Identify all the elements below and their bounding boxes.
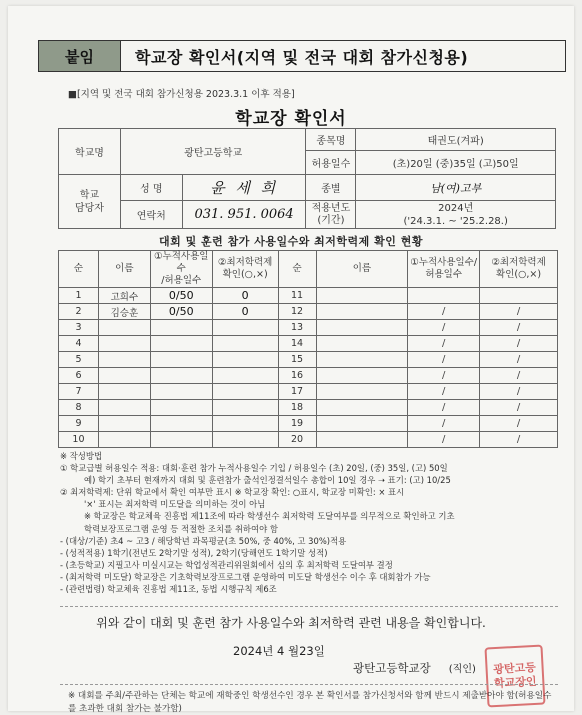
roster-cell-name: 김승훈 — [98, 304, 150, 320]
contact-label: 연락처 — [120, 201, 182, 229]
table-row — [59, 432, 558, 448]
document-paper — [8, 6, 574, 714]
roster-cell-name — [316, 288, 408, 304]
name-label: 성 명 — [120, 175, 182, 201]
applicability-note: ■[지역 및 전국 대회 참가신청용 2023.3.1 이후 적용] — [68, 89, 295, 100]
roster-cell-name — [316, 336, 408, 352]
year-period: ('24.3.1. ~ '25.2.28.) — [403, 215, 508, 227]
roster-cell-grade: / — [480, 352, 558, 368]
year-cell — [356, 201, 556, 229]
attachment-badge: 붙임 — [39, 41, 121, 71]
roster-cell-name — [98, 432, 150, 448]
roster-cell-grade: / — [480, 432, 558, 448]
roster-cell-no: 4 — [59, 336, 99, 352]
note-line: - (최저학력 미도달) 학교장은 기초학력보장프로그램 운영하여 미도달 학생선수 이수 후 대회참가 가능 — [60, 571, 431, 582]
table-row — [59, 320, 558, 336]
roster-cell-no: 18 — [278, 400, 316, 416]
roster-cell-name — [98, 368, 150, 384]
roster-cell-name — [98, 352, 150, 368]
roster-cell-no: 13 — [278, 320, 316, 336]
note-line: - (성적적용) 1학기(전년도 2학기말 성적), 2학기(당해연도 1학기말 성적) — [60, 547, 328, 558]
school-value: 광탄고등학교 — [120, 129, 306, 175]
table-row — [59, 288, 558, 304]
roster-cell-grade — [212, 336, 278, 352]
roster-cell-days: / — [408, 400, 480, 416]
roster-cell-days — [150, 368, 212, 384]
roster-cell-days: / — [408, 304, 480, 320]
table-row — [59, 352, 558, 368]
roster-cell-grade — [212, 432, 278, 448]
roster-cell-grade — [212, 352, 278, 368]
roster-cell-no: 16 — [278, 368, 316, 384]
roster-cell-name — [316, 432, 408, 448]
roster-cell-grade: / — [480, 336, 558, 352]
roster-cell-name — [98, 416, 150, 432]
roster-cell-grade: / — [480, 368, 558, 384]
gender-label: 종별 — [306, 175, 356, 201]
table-row — [59, 384, 558, 400]
roster-cell-days — [150, 320, 212, 336]
table-row — [59, 416, 558, 432]
roster-cell-no: 2 — [59, 304, 99, 320]
seal-placeholder: (직인) — [448, 664, 476, 675]
col-grade: ②최저학력제 확인(○,×) — [212, 251, 278, 288]
roster-cell-grade — [212, 384, 278, 400]
divider — [60, 606, 558, 607]
contact-value: 031. 951. 0064 — [182, 201, 306, 229]
roster-cell-name — [98, 336, 150, 352]
manager-label: 학교 담당자 — [59, 175, 121, 229]
roster-cell-days: / — [408, 336, 480, 352]
roster-cell-grade — [212, 416, 278, 432]
principal-signature — [353, 660, 476, 676]
roster-cell-no: 1 — [59, 288, 99, 304]
roster-cell-name — [98, 320, 150, 336]
note-line: 학력보장프로그램 운영 등 적절한 조치를 취하여야 함 — [84, 523, 278, 534]
table-row — [59, 400, 558, 416]
info-table — [58, 128, 556, 229]
roster-cell-grade: / — [480, 320, 558, 336]
col-no: 순 — [59, 251, 99, 288]
roster-cell-grade — [212, 368, 278, 384]
roster-cell-no: 10 — [59, 432, 99, 448]
roster-cell-days: / — [408, 320, 480, 336]
event-value: 태권도(겨파) — [356, 129, 556, 151]
seal-text: 광탄고등학교장인 — [493, 660, 537, 691]
roster-cell-days — [150, 336, 212, 352]
col-name: 이름 — [98, 251, 150, 288]
roster-cell-no: 11 — [278, 288, 316, 304]
roster-cell-no: 6 — [59, 368, 99, 384]
table-row — [59, 336, 558, 352]
roster-cell-grade — [480, 288, 558, 304]
roster-body — [59, 288, 558, 448]
col-name-2: 이름 — [316, 251, 408, 288]
roster-cell-grade: / — [480, 416, 558, 432]
roster-cell-no: 8 — [59, 400, 99, 416]
note-line: ※ 학교장은 학교체육 진흥법 제11조에 따라 학생선수 최저학력 도달여부를 의무적으로 확인하고 기초 — [84, 511, 455, 522]
confirmation-statement: 위와 같이 대회 및 훈련 참가 사용일수와 최저학력 관련 내용을 확인합니다. — [96, 616, 486, 630]
roster-cell-no: 5 — [59, 352, 99, 368]
roster-cell-no: 7 — [59, 384, 99, 400]
roster-cell-days — [150, 432, 212, 448]
roster-cell-grade: / — [480, 304, 558, 320]
divider — [60, 684, 558, 685]
roster-cell-name — [316, 384, 408, 400]
roster-cell-name — [316, 368, 408, 384]
roster-cell-grade — [212, 400, 278, 416]
roster-cell-days — [150, 400, 212, 416]
school-label: 학교명 — [59, 129, 121, 175]
event-label: 종목명 — [306, 129, 356, 151]
roster-cell-days: 0/50 — [150, 304, 212, 320]
roster-section-title: 대회 및 훈련 참가 사용일수와 최저학력제 확인 현황 — [159, 235, 423, 248]
confirmation-date: 2024년 4 월23일 — [233, 644, 325, 658]
roster-cell-days: / — [408, 416, 480, 432]
roster-cell-grade — [212, 320, 278, 336]
roster-cell-days: / — [408, 384, 480, 400]
allowed-days-label: 허용일수 — [306, 151, 356, 175]
roster-cell-no: 17 — [278, 384, 316, 400]
school-principal-name: 광탄고등학교장 — [353, 661, 431, 675]
gender-value: 남(여)고부 — [356, 175, 556, 201]
roster-cell-no: 14 — [278, 336, 316, 352]
roster-cell-no: 3 — [59, 320, 99, 336]
footnote: ※ 대회를 주최/주관하는 단체는 학교에 재학중인 학생선수인 경우 본 확인서를 참가신청서와 함께 반드시 제출받아야 함(허용일수를 초과한 대회 참가는 불가함) — [68, 691, 552, 714]
roster-cell-days — [150, 352, 212, 368]
note-line: ② 최저학력제: 단위 학교에서 확인 여부만 표시 ※ 학교장 확인: ○표시, 학교장 미확인: × 표시 — [60, 487, 405, 498]
roster-cell-days: / — [408, 352, 480, 368]
table-row — [59, 304, 558, 320]
name-value: 윤 세 희 — [182, 175, 306, 201]
col-no-2: 순 — [278, 251, 316, 288]
roster-cell-name: 고희수 — [98, 288, 150, 304]
roster-cell-days: / — [408, 432, 480, 448]
header-bar — [38, 40, 566, 72]
roster-cell-grade: / — [480, 400, 558, 416]
col-days-2: ①누적사용일수/ 허용일수 — [408, 251, 480, 288]
roster-cell-days: 0/50 — [150, 288, 212, 304]
roster-cell-name — [98, 400, 150, 416]
roster-cell-grade: / — [480, 384, 558, 400]
note-line: '×' 표시는 최저학력 미도달을 의미하는 것이 아님 — [84, 499, 266, 510]
roster-cell-days — [150, 384, 212, 400]
note-line: - (대상/기준) 초4 ~ 고3 / 해당학년 과목평균(초 50%, 중 40%, 고 30%)적용 — [60, 535, 347, 546]
allowed-days-value: (초)20일 (중)35일 (고)50일 — [356, 151, 556, 175]
note-line: - (관련법령) 학교체육 진흥법 제11조, 동법 시행규칙 제6조 — [60, 584, 277, 595]
roster-cell-no: 15 — [278, 352, 316, 368]
roster-table — [58, 250, 558, 448]
roster-cell-grade: 0 — [212, 304, 278, 320]
note-line: - (초등학교) 지필고사 미실시교는 학업성적관리위원회에서 심의 후 최저학력 도달여부 결정 — [60, 559, 393, 570]
year-label: 적용년도 (기간) — [306, 201, 356, 229]
roster-cell-days — [408, 288, 480, 304]
roster-cell-no: 20 — [278, 432, 316, 448]
roster-cell-name — [316, 352, 408, 368]
year-value: 2024년 — [438, 202, 474, 214]
roster-cell-days: / — [408, 368, 480, 384]
note-line: ① 학교급별 허용일수 적용: 대회·훈련 참가 누적사용일수 기입 / 허용일수 (초) 20일, (중) 35일, (고) 50일 — [60, 463, 448, 474]
roster-cell-name — [316, 304, 408, 320]
note-line: ※ 작성방법 — [60, 451, 103, 461]
roster-cell-days — [150, 416, 212, 432]
roster-cell-grade: 0 — [212, 288, 278, 304]
page-title: 학교장 확인서 — [235, 109, 347, 129]
document-heading: 학교장 확인서(지역 및 전국 대회 참가신청용) — [135, 47, 469, 67]
roster-cell-no: 9 — [59, 416, 99, 432]
note-line: 예) 학기 초부터 현재까지 대회 및 훈련참가 출석인정결석일수 총합이 10일 경우 ➝ 표기: (고) 10/25 — [84, 475, 451, 486]
roster-cell-name — [316, 416, 408, 432]
writing-instructions — [60, 450, 560, 595]
roster-cell-no: 19 — [278, 416, 316, 432]
table-row — [59, 368, 558, 384]
col-days: ①누적사용일수 /허용일수 — [150, 251, 212, 288]
roster-cell-name — [98, 384, 150, 400]
roster-cell-name — [316, 320, 408, 336]
col-grade-2: ②최저학력제 확인(○,×) — [480, 251, 558, 288]
roster-cell-name — [316, 400, 408, 416]
roster-cell-no: 12 — [278, 304, 316, 320]
